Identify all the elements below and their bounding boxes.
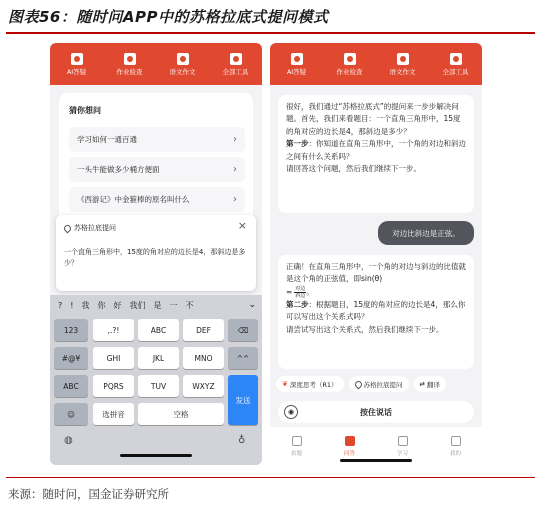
key-def[interactable]: DEF (183, 319, 224, 341)
key-123[interactable]: 123 (54, 319, 88, 341)
popup-title: 苏格拉底提问 (74, 224, 116, 232)
chip-label: 翻译 (426, 380, 440, 389)
backspace-key[interactable]: ⌫ (228, 319, 258, 341)
pin-icon (353, 379, 363, 389)
globe-icon[interactable]: ◍ (64, 435, 73, 446)
message-text (286, 101, 466, 175)
home-indicator (120, 454, 192, 457)
translate-chip[interactable] (414, 376, 446, 392)
chevron-right-icon: › (233, 134, 237, 145)
keyboard (50, 295, 262, 465)
tool-homework-check[interactable] (323, 43, 376, 85)
key-punct[interactable]: ,.?! (93, 319, 134, 341)
camera-icon (291, 53, 303, 65)
fraction-period: 。 (306, 287, 314, 297)
message-intro: 正确！在直角三角形中，一个角的对边与斜边的比值就是这个角的正弦值，即sin(θ) (286, 262, 466, 284)
voice-label: 按住说话 (360, 407, 392, 417)
step-text: ：根据题目，15度的角对应的边长是4，那么你可以写出这个关系式吗？ (286, 299, 466, 322)
phone-screenshot-right (270, 43, 482, 465)
fraction-denominator: 斜边 (295, 292, 306, 299)
message-intro: 很好，我们通过“苏格拉底式”的提问来一步步解决问题。首先，我们来看题目：一个直角三角形中，15度的角对应的边长是4，那斜边是多少？ (286, 102, 461, 136)
candidate-word[interactable]: 我们 (129, 300, 146, 310)
camera-icon (292, 436, 302, 446)
key-ghi[interactable]: GHI (93, 347, 134, 369)
key-pqrs[interactable]: PQRS (93, 375, 134, 397)
home-indicator (340, 459, 412, 462)
deep-think-chip[interactable] (276, 376, 344, 392)
tool-ai-answer[interactable] (50, 43, 103, 85)
tool-bar (270, 43, 482, 85)
nav-label: 学习 (396, 450, 408, 457)
tool-essay[interactable] (156, 43, 209, 85)
candidate-word[interactable]: 是 (153, 300, 162, 310)
microphone-icon[interactable]: ♁ (238, 435, 246, 446)
key-abc[interactable]: ABC (138, 319, 179, 341)
key-symbols[interactable]: #@¥ (54, 347, 88, 369)
tool-label: AI答疑 (286, 67, 307, 76)
tool-homework-check[interactable] (103, 43, 156, 85)
nav-photo[interactable] (270, 427, 323, 465)
ai-message-2 (278, 255, 474, 369)
translate-icon: ⇄ (419, 380, 425, 388)
space-key[interactable]: 空格 (138, 403, 224, 425)
ai-message-1 (278, 95, 474, 213)
tool-all[interactable] (209, 43, 262, 85)
check-icon (344, 53, 356, 65)
nav-label: 拍题 (290, 450, 302, 457)
grid-icon (450, 53, 462, 65)
deep-think-icon: ❦ (282, 380, 288, 388)
suggestion-text: 一头牛能做多少桶方便面 (77, 165, 160, 174)
key-jkl[interactable]: JKL (138, 347, 179, 369)
key-tuv[interactable]: TUV (138, 375, 179, 397)
tool-label: 全部工具 (442, 67, 469, 76)
source-rule (6, 477, 535, 478)
tool-ai-answer[interactable] (270, 43, 323, 85)
emoji-key[interactable]: ☺ (54, 403, 88, 425)
candidate-word[interactable]: 不 (185, 300, 194, 310)
candidate-word[interactable]: 我 (81, 300, 90, 310)
user-message: 对边比斜边是正弦。 (378, 221, 474, 245)
book-icon (398, 436, 408, 446)
nav-mine[interactable] (429, 427, 482, 465)
tool-essay[interactable] (376, 43, 429, 85)
socratic-chip[interactable] (349, 376, 409, 392)
phone-screenshot-left (50, 43, 262, 465)
step-text: ：你知道在直角三角形中，一个角的对边和斜边之间有什么关系吗？ (286, 139, 466, 161)
mode-chips (270, 376, 482, 396)
socratic-popup (56, 215, 256, 291)
tool-label: 作业检查 (116, 67, 143, 76)
camera-icon (71, 53, 83, 65)
tool-label: 全部工具 (222, 67, 249, 76)
chevron-right-icon: › (233, 194, 237, 205)
tool-label: AI答疑 (66, 67, 87, 76)
guess-title: 猜你想问 (69, 106, 101, 115)
chip-label: 苏格拉底提问 (363, 380, 403, 389)
step-label: 第二步 (286, 299, 309, 309)
send-key[interactable]: 发送 (228, 375, 258, 425)
key-abc-switch[interactable]: ABC (54, 375, 88, 397)
key-wxyz[interactable]: WXYZ (183, 375, 224, 397)
suggestion-text: 《西游记》中金箍棒的原名叫什么 (77, 195, 190, 204)
tool-label: 语文作文 (389, 67, 416, 76)
message-outro: 请回答这个问题，然后我们继续下一步。 (286, 164, 421, 174)
title-rule (6, 32, 535, 34)
chip-label: 深度思考（R1） (289, 380, 338, 389)
chevron-right-icon: › (233, 164, 237, 175)
message-outro: 请尝试写出这个关系式，然后我们继续下一步。 (286, 324, 444, 334)
figure-title: 图表56：随时问APP中的苏格拉底式提问模式 (8, 8, 329, 26)
hold-to-talk-button[interactable] (278, 401, 474, 423)
tool-label: 语文作文 (169, 67, 196, 76)
candidate-word[interactable]: ! (70, 300, 74, 310)
nav-label: 我的 (449, 450, 461, 457)
profile-icon (451, 436, 461, 446)
equals-sign: = (286, 287, 293, 297)
suggestion-text: 学习如何一通百通 (77, 135, 137, 144)
fraction-numerator: 对边 (295, 285, 306, 292)
key-emoticon[interactable]: ^^ (228, 347, 258, 369)
fraction (294, 286, 306, 299)
candidate-word[interactable]: 一 (169, 300, 178, 310)
question-input[interactable]: 一个直角三角形中，15度的角对应的边长是4，那斜边是多少？ (64, 248, 246, 267)
check-icon (124, 53, 136, 65)
key-mno[interactable]: MNO (183, 347, 224, 369)
chat-icon (345, 436, 355, 446)
tool-bar (50, 43, 262, 85)
tool-all[interactable] (429, 43, 482, 85)
suggestion-item[interactable] (69, 127, 245, 152)
key-select-pinyin[interactable]: 选拼音 (93, 403, 134, 425)
popup-header (64, 223, 116, 233)
tool-label: 作业检查 (336, 67, 363, 76)
suggestion-item[interactable] (69, 157, 245, 182)
step-label: 第一步 (286, 139, 309, 149)
message-text (286, 261, 466, 336)
voice-icon[interactable]: ◉ (284, 405, 298, 419)
pin-icon (63, 223, 73, 233)
nav-label: 问答 (343, 450, 355, 457)
suggestion-item[interactable] (69, 187, 245, 212)
candidate-word[interactable]: 好 (113, 300, 122, 310)
grid-icon (230, 53, 242, 65)
essay-icon (177, 53, 189, 65)
candidate-bar (50, 295, 262, 315)
source-note: 来源：随时问，国金证券研究所 (8, 487, 169, 501)
candidate-word[interactable]: 你 (97, 300, 106, 310)
essay-icon (397, 53, 409, 65)
candidate-word[interactable]: ? (58, 300, 63, 310)
chevron-down-icon[interactable]: ⌄ (248, 300, 256, 310)
close-icon[interactable]: × (237, 219, 247, 232)
